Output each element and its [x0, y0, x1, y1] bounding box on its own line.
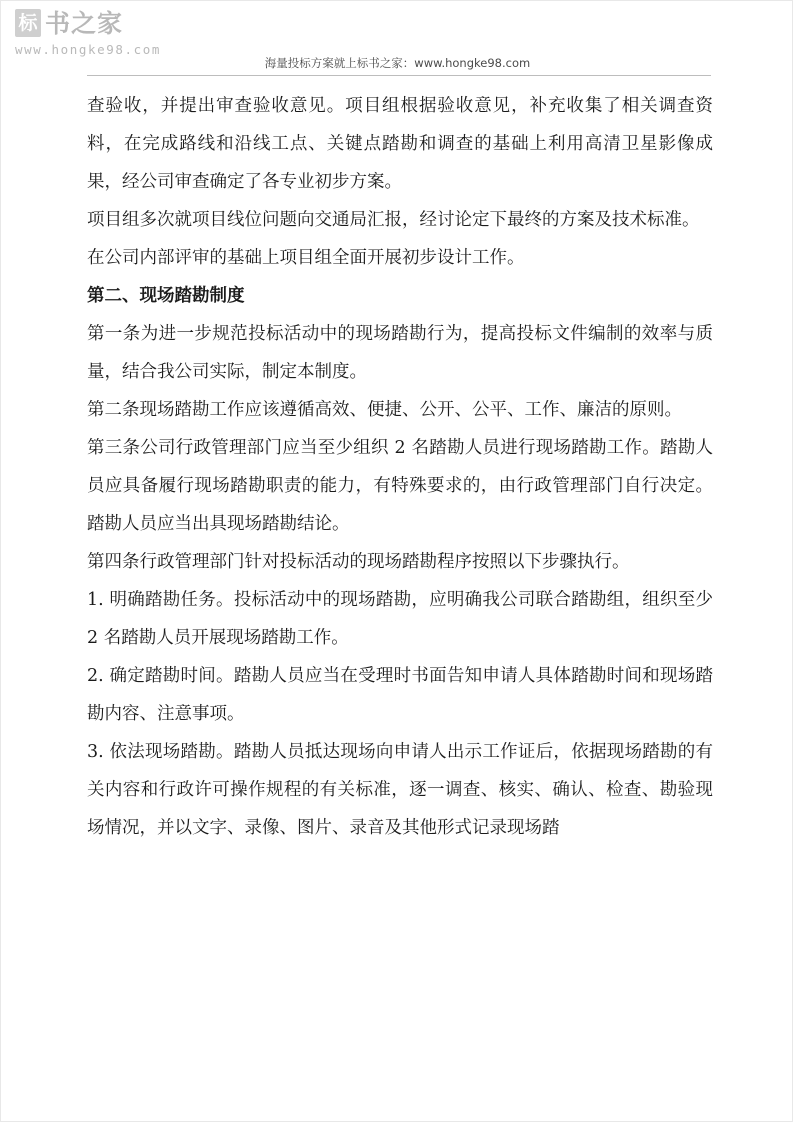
article-3: 第三条公司行政管理部门应当至少组织 2 名踏勘人员进行现场踏勘工作。踏勘人员应具备履行现场踏勘职责的能力，有特殊要求的，由行政管理部门自行决定。踏勘人员应当出具现场踏勘结论。 [87, 438, 713, 534]
section-heading-site-survey-system: 第二、现场踏勘制度 [87, 286, 245, 306]
step-3: 3. 依法现场踏勘。踏勘人员抵达现场向申请人出示工作证后，依据现场踏勘的有关内容和行政许可操作规程的有关标准，逐一调查、核实、确认、检查、勘验现场情况，并以文字、录像、图片、录音及其他形式记录现场踏 [87, 742, 713, 838]
article-2: 第二条现场踏勘工作应该遵循高效、便捷、公开、公平、工作、廉洁的原则。 [87, 400, 682, 420]
header-divider [87, 75, 711, 76]
article-1: 第一条为进一步规范投标活动中的现场踏勘行为，提高投标文件编制的效率与质量，结合我公司实际，制定本制度。 [87, 324, 713, 382]
paragraph-report-to-bureau: 项目组多次就项目线位问题向交通局汇报，经讨论定下最终的方案及技术标准。 [87, 210, 700, 230]
document-body [87, 87, 713, 847]
paragraph-inspection-acceptance: 查验收，并提出审查验收意见。项目组根据验收意见，补充收集了相关调查资料，在完成路线和沿线工点、关键点踏勘和调查的基础上利用高清卫星影像成果，经公司审查确定了各专业初步方案。 [87, 96, 713, 192]
logo-url: www.hongke98.com [15, 42, 162, 57]
logo-mark [15, 9, 185, 38]
page-header-note: 海量投标方案就上标书之家：www.hongke98.com [264, 56, 531, 70]
article-4: 第四条行政管理部门针对投标活动的现场踏勘程序按照以下步骤执行。 [87, 552, 630, 572]
logo-text: 书之家 [45, 9, 124, 38]
paragraph-internal-review: 在公司内部评审的基础上项目组全面开展初步设计工作。 [87, 248, 525, 268]
logo-badge-icon: 标 [15, 9, 41, 37]
step-2: 2. 确定踏勘时间。踏勘人员应当在受理时书面告知申请人具体踏勘时间和现场踏勘内容、注意事项。 [87, 666, 713, 724]
step-1: 1. 明确踏勘任务。投标活动中的现场踏勘，应明确我公司联合踏勘组，组织至少 2 名踏勘人员开展现场踏勘工作。 [87, 590, 713, 648]
